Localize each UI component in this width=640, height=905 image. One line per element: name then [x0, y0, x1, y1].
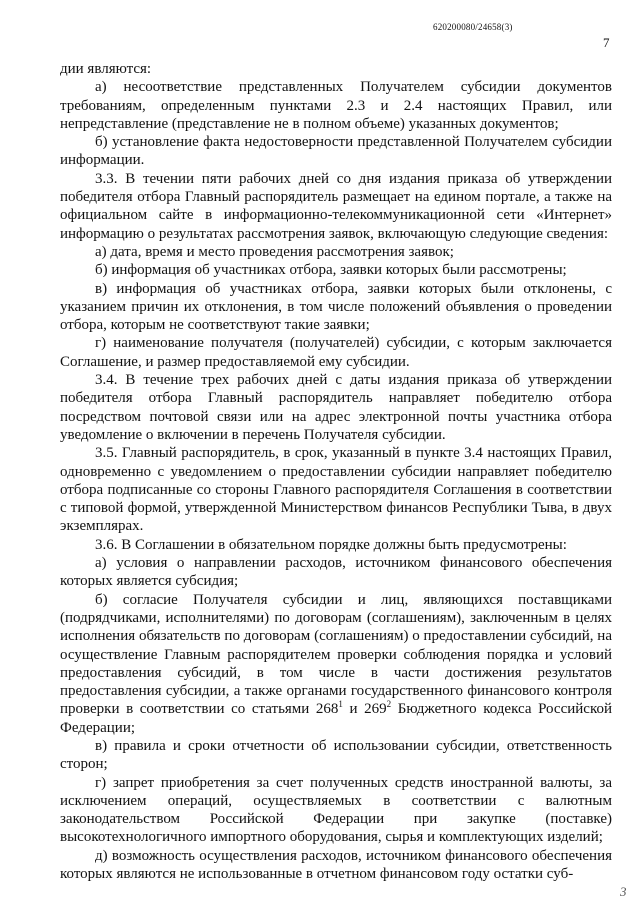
paragraph: 3.6. В Соглашении в обязательном порядке должны быть предусмотрены: [95, 536, 567, 553]
document-body [60, 60, 612, 883]
paragraph: а) условия о направлении расходов, источником финансового обеспечения которых является субсидия; [60, 555, 612, 590]
paragraph: в) информация об участниках отбора, заявки которых были отклонены, с указанием причин их отклонения, в том числе положений объявления о проведении отбора, которым не соответствуют такие заявки; [60, 280, 612, 334]
paragraph [60, 591, 612, 737]
superscript: 1 [338, 699, 343, 710]
paragraph: а) несоответствие представленных Получателем субсидии документов требованиям, определенным пунктами 2.3 и 2.4 настоящих Правил, или непредставление (представление не в полном объеме) указанных документов; [60, 79, 612, 132]
paragraph: г) запрет приобретения за счет полученных средств иностранной валюты, за исключением операций, осуществляемых в соответствии с валютным законодательством Российской Федерации при закупке (поставке) высокотехнологичного импортного оборудования, сырья и комплектующих изделий; [60, 774, 612, 846]
paragraph: б) информация об участниках отбора, заявки которых были рассмотрены; [95, 262, 567, 279]
paragraph: б) установление факта недостоверности представленной Получателем субсидии информации. [60, 134, 612, 169]
paragraph: г) наименование получателя (получателей) субсидии, с которым заключается Соглашение, и размер предоставляемой ему субсидии. [60, 335, 612, 370]
superscript: 2 [386, 699, 392, 710]
paragraph-text: и 269 [342, 701, 387, 718]
paragraph: 3.5. Главный распорядитель, в срок, указанный в пункте 3.4 настоящих Правил, одновременно с уведомлением о предоставлении субсидии направляет победителю отбора подписанные со стороны Главного распорядителя Соглашения в соответствии с типовой формой, утвержденной Министерством финансов Республики Тыва, в двух экземплярах. [60, 445, 612, 535]
paragraph: в) правила и сроки отчетности об использовании субсидии, ответственность сторон; [60, 737, 612, 773]
paragraph: д) возможность осуществления расходов, источником финансового обеспечения которых являются не использованные в отчетном финансовом году остатки суб- [60, 847, 612, 883]
document-code: 620200080/24658(3) [433, 22, 513, 32]
paragraph: 3.4. В течение трех рабочих дней с даты издания приказа об утверждении победителя отбора Главный распорядитель направляет победителю отбора посредством почтовой связи или на адрес электронной почты участника отбора уведомление о включении в перечень Получателя субсидии. [60, 372, 612, 443]
page-number: 7 [603, 35, 610, 50]
handwritten-page-mark: 3 [620, 884, 627, 899]
paragraph-text: б) согласие Получателя субсидии и лиц, являющихся поставщиками (подрядчиками, исполнителями) по договорам (соглашениям), заключенным в целях исполнения обязательств по договорам (соглашениям) о предоставлении субсидий, на осуществление Главным распорядителем проверки соблюдения порядка и условий предоставления субсидий, в том числе в части достижения результатов предоставления субсидии, а также органами государственного финансового контроля проверки в соответствии со статьями 268 [60, 591, 612, 718]
paragraph: 3.3. В течении пяти рабочих дней со дня издания приказа об утверждении победителя отбора Главный распорядитель размещает на едином портале, а также на официальном сайте в информационно-телекоммуникационной сети «Интернет» информацию о результатах рассмотрения заявок, включающую следующие сведения: [60, 170, 612, 242]
paragraph: дии являются: [60, 61, 152, 77]
paragraph: а) дата, время и место проведения рассмотрения заявок; [95, 243, 454, 260]
paragraph-text: Бюджетного кодекса Российской Федерации; [60, 701, 613, 736]
